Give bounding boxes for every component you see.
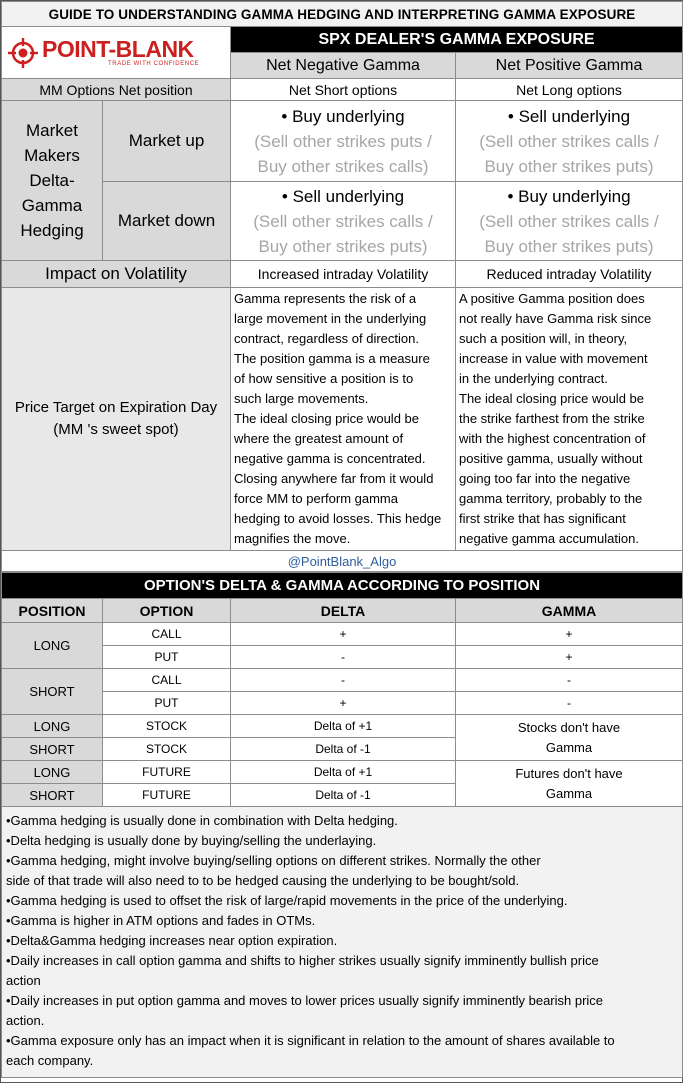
header-delta: DELTA [231, 599, 456, 623]
market-down-label: Market down [103, 182, 231, 261]
stocks-gamma-note: Stocks don't have Gamma [456, 715, 683, 761]
pos-price-target: A positive Gamma position does not really have Gamma risk since such a position will, in theory, increase in value with movement in the underlying contract. The ideal closing price would be the strike farthest from the strike with the highest concentration of positive gamma, usually without going too far into the negative gamma territory, probably to the first strike that has significant negative gamma accumulation. [456, 288, 683, 551]
option-call: CALL [103, 623, 231, 646]
col-net-positive-gamma: Net Positive Gamma [456, 53, 683, 79]
list-item: •Daily increases in put option gamma and moves to lower prices usually signify imminently bearish price [6, 993, 604, 1008]
table-row [2, 623, 683, 646]
logo [2, 27, 231, 79]
table-row [2, 646, 683, 669]
delta-value: Delta of -1 [231, 738, 456, 761]
position-long: LONG [2, 761, 103, 784]
delta-value: Delta of +1 [231, 761, 456, 784]
table-row [2, 669, 683, 692]
price-target-label: Price Target on Expiration Day (MM 's sweet spot) [2, 288, 231, 551]
neg-market-up: • Buy underlying (Sell other strikes puts / Buy other strikes calls) [231, 101, 456, 182]
list-item: •Delta hedging is usually done by buying/selling the underlaying. [6, 833, 377, 848]
gamma-value: - [456, 692, 683, 715]
option-call: CALL [103, 669, 231, 692]
logo-wordmark: POINT-BLANK [42, 36, 194, 62]
gamma-value: + [456, 646, 683, 669]
pos-position-value: Net Long options [456, 79, 683, 101]
twitter-handle: @PointBlank_Algo [2, 551, 683, 572]
list-item: •Daily increases in call option gamma and shifts to higher strikes usually signify imminently bullish price [6, 953, 599, 968]
logo-tagline: TRADE WITH CONFIDENCE [108, 61, 200, 67]
page-title: GUIDE TO UNDERSTANDING GAMMA HEDGING AND INTERPRETING GAMMA EXPOSURE [2, 2, 683, 27]
gamma-exposure-table [1, 1, 683, 572]
neg-market-down: • Sell underlying (Sell other strikes calls / Buy other strikes puts) [231, 182, 456, 261]
option-put: PUT [103, 646, 231, 669]
delta-value: - [231, 669, 456, 692]
gamma-value: + [456, 623, 683, 646]
pos-market-up: • Sell underlying (Sell other strikes calls / Buy other strikes puts) [456, 101, 683, 182]
col-net-negative-gamma: Net Negative Gamma [231, 53, 456, 79]
option-put: PUT [103, 692, 231, 715]
position-short: SHORT [2, 738, 103, 761]
notes-section [2, 807, 683, 1078]
list-item: action. [6, 1013, 45, 1028]
list-item: •Gamma hedging is used to offset the risk of large/rapid movements in the price of the underlying. [6, 893, 568, 908]
crosshair-icon [8, 38, 38, 68]
option-future: FUTURE [103, 784, 231, 807]
neg-price-target: Gamma represents the risk of a large movement in the underlying contract, regardless of direction. The position gamma is a measure of how sensitive a position is to such large movements. The ideal closing price would be where the greatest amount of negative gamma is concentrated. Closing anywhere far from it would force MM to perform gamma hedging to avoid losses. This hedge magnifies the move. [231, 288, 456, 551]
option-table-title: OPTION'S DELTA & GAMMA ACCORDING TO POSITION [2, 573, 683, 599]
position-short: SHORT [2, 669, 103, 715]
neg-position-value: Net Short options [231, 79, 456, 101]
list-item: action [6, 973, 41, 988]
mm-position-label: MM Options Net position [2, 79, 231, 101]
list-item: •Gamma exposure only has an impact when it is significant in relation to the amount of shares available to [6, 1033, 615, 1048]
list-item: •Gamma hedging, might involve buying/selling options on different strikes. Normally the other [6, 853, 541, 868]
list-item: •Gamma hedging is usually done in combination with Delta hedging. [6, 813, 398, 828]
delta-value: - [231, 646, 456, 669]
delta-value: + [231, 623, 456, 646]
neg-volatility: Increased intraday Volatility [231, 261, 456, 288]
volatility-label: Impact on Volatility [2, 261, 231, 288]
pos-volatility: Reduced intraday Volatility [456, 261, 683, 288]
header-gamma: GAMMA [456, 599, 683, 623]
position-short: SHORT [2, 784, 103, 807]
option-stock: STOCK [103, 715, 231, 738]
header-option: OPTION [103, 599, 231, 623]
option-stock: STOCK [103, 738, 231, 761]
futures-gamma-note: Futures don't have Gamma [456, 761, 683, 807]
header-position: POSITION [2, 599, 103, 623]
pos-market-down: • Buy underlying (Sell other strikes calls / Buy other strikes puts) [456, 182, 683, 261]
list-item: side of that trade will also need to to be hedged causing the underlying to be bought/sold. [6, 873, 520, 888]
delta-value: Delta of -1 [231, 784, 456, 807]
delta-value: Delta of +1 [231, 715, 456, 738]
hedging-label: Market Makers Delta- Gamma Hedging [2, 101, 103, 261]
position-long: LONG [2, 623, 103, 669]
delta-value: + [231, 692, 456, 715]
table-row [2, 715, 683, 738]
table-row [2, 692, 683, 715]
exposure-title: SPX DEALER'S GAMMA EXPOSURE [231, 27, 683, 53]
list-item: •Gamma is higher in ATM options and fades in OTMs. [6, 913, 316, 928]
market-up-label: Market up [103, 101, 231, 182]
option-delta-gamma-table [1, 572, 683, 1078]
list-item: •Delta&Gamma hedging increases near option expiration. [6, 933, 338, 948]
option-future: FUTURE [103, 761, 231, 784]
position-long: LONG [2, 715, 103, 738]
table-row [2, 761, 683, 784]
gamma-value: - [456, 669, 683, 692]
list-item: each company. [6, 1053, 94, 1068]
